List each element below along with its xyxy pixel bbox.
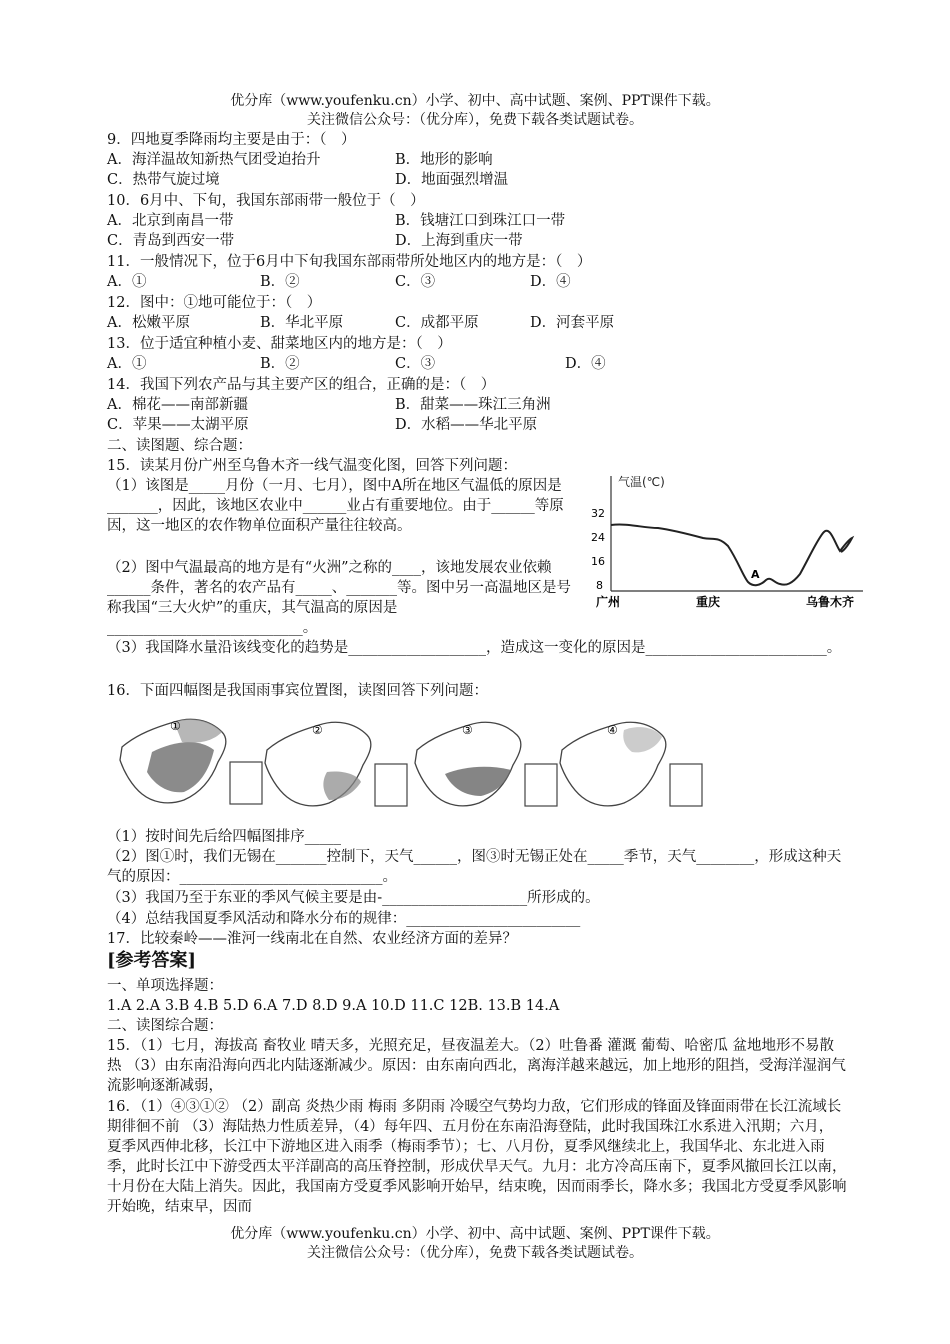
- place-guangzhou: 广州: [596, 595, 621, 609]
- chart-point-a: A: [751, 568, 760, 581]
- rain-belt-map-3: [407, 712, 567, 816]
- place-chongqing: 重庆: [696, 595, 721, 609]
- map-label-1: ①: [170, 719, 181, 733]
- map-label-4: ④: [607, 723, 618, 737]
- q14-options-row1: [107, 395, 847, 415]
- q12-stem: 12．图中：①地可能位于：（ ）: [107, 295, 322, 311]
- q13-options: [107, 354, 847, 374]
- q13-option-c: C．③: [395, 356, 436, 372]
- q14-option-b: B．甜菜——珠江三角洲: [395, 397, 551, 413]
- map-label-2: ②: [312, 723, 323, 737]
- temperature-curve: [611, 525, 852, 586]
- rain-belt-map-4: [552, 712, 712, 816]
- q11-option-b: B．②: [260, 274, 300, 290]
- q15-part-3: （3）我国降水量沿该线变化的趋势是___________________，造成这一变化的原因是_________________________。: [107, 640, 842, 656]
- answers-section-1: 一、单项选择题：: [107, 978, 223, 994]
- footer-line-2: 关注微信公众号：（优分库），免费下载各类试题试卷。: [307, 1245, 643, 1261]
- q12-option-a: A．松嫩平原: [107, 315, 190, 331]
- q14-option-a: A．棉花——南部新疆: [107, 397, 248, 413]
- q10-option-c: C．青岛到西安一带: [107, 233, 235, 249]
- q11-options: [107, 272, 847, 292]
- q9-options-row1: [107, 150, 847, 170]
- q12-option-b: B．华北平原: [260, 315, 344, 331]
- q15-stem: 15．读某月份广州至乌鲁木齐一线气温变化图，回答下列问题：: [107, 458, 517, 474]
- answers-section-2: 二、读图综合题：: [107, 1018, 223, 1034]
- section-2-heading: 二、读图题、综合题：: [107, 438, 252, 454]
- q10-options-row2: [107, 231, 847, 251]
- q10-stem: 10．6月中、下旬，我国东部雨带一般位于（ ）: [107, 193, 425, 209]
- q9-option-d: D．地面强烈增温: [395, 172, 509, 188]
- header-line-2: 关注微信公众号：（优分库），免费下载各类试题试卷。: [307, 112, 643, 128]
- q12-option-c: C．成都平原: [395, 315, 479, 331]
- q13-option-b: B．②: [260, 356, 300, 372]
- q12-option-d: D．河套平原: [530, 315, 615, 331]
- q14-option-d: D．水稻——华北平原: [395, 417, 538, 433]
- q13-stem: 13．位于适宜种植小麦、甜菜地区内的地方是：（ ）: [107, 336, 452, 352]
- q11-option-d: D．④: [530, 274, 571, 290]
- q12-options: [107, 313, 847, 333]
- map-label-3: ③: [462, 723, 473, 737]
- answer-16: 16．（1）④③①② （2）副高 炎热少雨 梅雨 多阴雨 冷暖空气势均力敌，它们形成的锋面及锋面雨带在长江流域长期徘徊不前 （3）海陆热力性质差异，（4）每年四、五月份在东南沿海登陆，此时我国珠江水系进入汛期；六月，夏季风西伸北移，长江中下游地区进入雨季（梅雨季节）；七、八月份，夏季风继续北上，我国华北、东北进入雨季，此时长江中下游受西太平洋副高的高压脊控制，形成伏旱天气。九月：北方冷高压南下，夏季风撤回长江以南，十月份在大陆上消失。因此，我国南方受夏季风影响开始早，结束晚，因而雨季长，降水多；我国北方受夏季风影响开始晚，结束早，因而: [107, 1099, 847, 1215]
- rain-belt-map-1: [112, 712, 272, 816]
- q9-options-row2: [107, 170, 847, 190]
- q13-option-d: D．④: [565, 356, 606, 372]
- ytick-32: 32: [591, 507, 605, 520]
- q9-option-b: B．地形的影响: [395, 152, 493, 168]
- q10-option-b: B．钱塘江口到珠江口一带: [395, 213, 566, 229]
- place-urumqi: 乌鲁木齐: [806, 595, 855, 609]
- q17-stem: 17．比较秦岭——淮河一线南北在自然、农业经济方面的差异？: [107, 931, 517, 947]
- q16-part-1: （1）按时间先后给四幅图排序_____: [107, 829, 341, 845]
- q16-part-4: （4）总结我国夏季风活动和降水分布的规律：________________________: [107, 911, 581, 927]
- ytick-8: 8: [596, 579, 603, 592]
- ytick-16: 16: [591, 555, 605, 568]
- q16-stem: 16．下面四幅图是我国雨事宾位置图，读图回答下列问题：: [107, 683, 488, 699]
- q11-option-c: C．③: [395, 274, 436, 290]
- answers-mcq-line: 1.A 2.A 3.B 4.B 5.D 6.A 7.D 8.D 9.A 10.D 11.C 12B. 13.B 14.A: [107, 998, 560, 1014]
- header-line-1: 优分库（www.youfenku.cn）小学、初中、高中试题、案例、PPT课件下载。: [230, 93, 720, 109]
- rain-belt-map-2: [257, 712, 417, 816]
- footer-line-1: 优分库（www.youfenku.cn）小学、初中、高中试题、案例、PPT课件下载。: [230, 1226, 720, 1242]
- answers-title: [参考答案]: [107, 950, 197, 971]
- q9-option-a: A．海洋温故知新热气团受迫抬升: [107, 152, 321, 168]
- q10-option-a: A．北京到南昌一带: [107, 213, 234, 229]
- temperature-profile-chart: [588, 466, 868, 626]
- rain-belt-maps: [112, 712, 812, 816]
- q10-options-row1: [107, 211, 847, 231]
- q15-part-2: （2）图中气温最高的地方是有“火洲”之称的____，该地发展农业依赖______条件，著名的农产品有_____、_______等。图中另一高温地区是号称我国“三大火炉”的重庆，其气温高的原因是___________________________。: [107, 560, 571, 636]
- q11-option-a: A．①: [107, 274, 147, 290]
- q11-stem: 11．一般情况下，位于6月中下旬我国东部雨带所处地区内的地方是：（ ）: [107, 254, 592, 270]
- q15-part-1: （1）该图是_____月份（一月、七月），图中A所在地区气温低的原因是_______，因此，该地区农业中______业占有重要地位。由于______等原因，这一地区的农作物单位面积产量往往较高。: [107, 478, 564, 534]
- q14-options-row2: [107, 415, 847, 435]
- q13-option-a: A．①: [107, 356, 147, 372]
- q9-stem: 9．四地夏季降雨均主要是由于：（ ）: [107, 132, 356, 148]
- q14-stem: 14．我国下列农产品与其主要产区的组合，正确的是：（ ）: [107, 377, 496, 393]
- answer-15: 15．（1）七月，海拔高 畜牧业 晴天多，光照充足，昼夜温差大。（2）吐鲁番 灌溉 葡萄、哈密瓜 盆地地形不易散热 （3）由东南沿海向西北内陆逐渐减少。原因：由东南向西北，离海洋越来越远，加上地形的阻挡，受海洋湿润气流影响逐渐减弱，: [107, 1038, 846, 1094]
- chart-ylabel: 气温(℃): [618, 475, 665, 489]
- ytick-24: 24: [591, 531, 605, 544]
- q9-option-c: C．热带气旋过境: [107, 172, 220, 188]
- chart-yticks: [591, 507, 605, 592]
- q10-option-d: D．上海到重庆一带: [395, 233, 523, 249]
- q14-option-c: C．苹果——太湖平原: [107, 417, 249, 433]
- q16-part-2: （2）图①时，我们无锡在_______控制下，天气______，图③时无锡正处在_____季节，天气________，形成这种天气的原因：____________________________。: [107, 849, 842, 885]
- q16-part-3: （3）我国乃至于东亚的季风气候主要是由-____________________所形成的。: [107, 890, 600, 906]
